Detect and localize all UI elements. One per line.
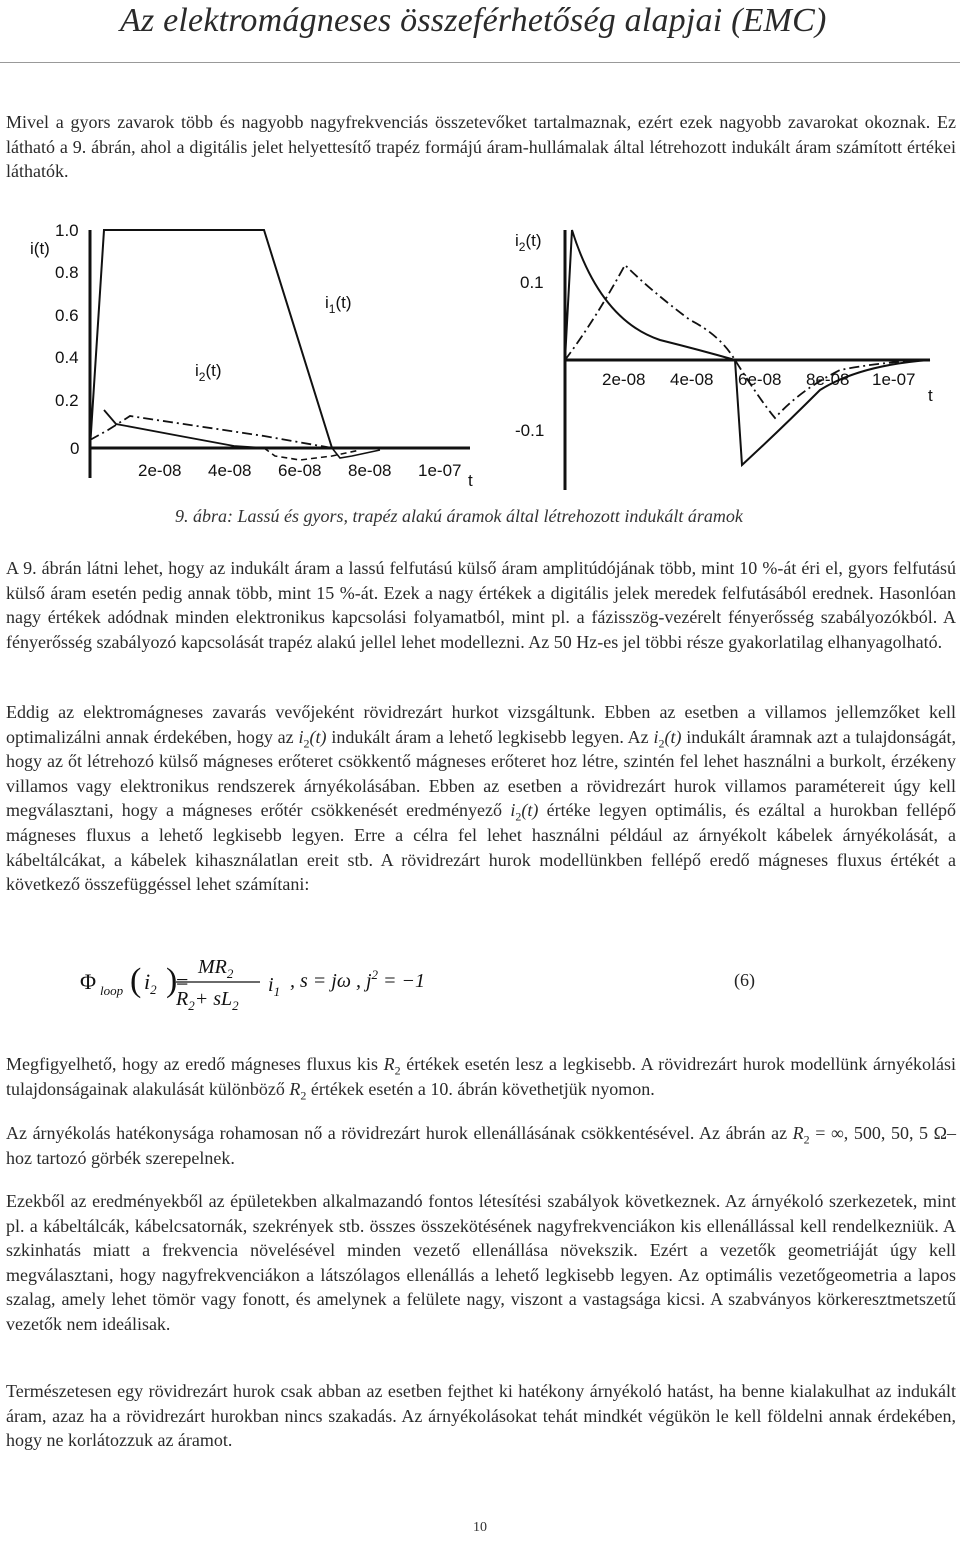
right-dashdot-curve (565, 265, 930, 418)
right-solid-curve (565, 230, 930, 465)
left-neg-dashed (264, 448, 360, 460)
eq-s-def: , s = jω , $j^2 = -1$ (290, 967, 426, 992)
eq-lparen: ( (130, 962, 142, 999)
left-ytick-0: 0 (70, 439, 80, 458)
left-ytick-08: 0.8 (55, 263, 79, 282)
page-header-title: Az elektromágneses összeférhetőség alapjai (EMC) (120, 2, 827, 39)
left-ytick-04: 0.4 (55, 348, 79, 367)
right-xtick-4e08: 4e-08 (670, 370, 714, 389)
left-i1-curve (90, 230, 332, 448)
right-ylabel: $i_2(t)$ (515, 231, 542, 254)
left-i2-dashdot (90, 416, 332, 448)
eq-rparen: ) (166, 962, 178, 999)
eq-i1: $i_1$ (268, 974, 281, 999)
paragraph-4: Megfigyelhető, hogy az eredő mágneses fluxus kis $R_2$ értékek esetén lesz a legkisebb. A rövidrezárt hurok modellünk árnyékolási tulajdonságainak alakulását különböző $R_2$ értékek esetén a 10. ábrán követhetjük nyomon. (6, 1054, 956, 1103)
left-xtick-6e08: 6e-08 (278, 461, 322, 480)
eq-phi: Φ (80, 969, 97, 994)
paragraph-6: Ezekből az eredményekből az épületekben alkalmazandó fontos létesítési szabályok következnek. Az árnyékoló szerkezetek, mint pl. a kábeltálcák, kábelcsatornák, szekrények stb. összes összekötésének nagyfrekvenciákon kis ellenállással kell rendelkezniük. A szkinhatás miatt a frekvencia növelésével minden vezető ellenállása növekszik. Ezért a vezetők geometriáját úgy kell megválasztani, hogy nagyfrekvenciákon a látszólagos ellenállás a lehető legkisebb legyen. Az optimális vezetőgeometria a lapos szalag, amely lehet tömör vagy fonott, és amelynek a felülete nagy, viszont a vastagsága kicsi. A szabványos körkeresztmetszetű vezetők nem ideálisak. (6, 1191, 956, 1334)
left-xtick-2e08: 2e-08 (138, 461, 182, 480)
right-xtick-2e08: 2e-08 (602, 370, 646, 389)
page-number: 10 (473, 1520, 487, 1535)
eq-equals: = (176, 969, 189, 994)
eq-i2: $i_2$ (144, 969, 157, 997)
right-ytick-m01: -0.1 (515, 421, 545, 440)
paragraph-7: Természetesen egy rövidrezárt hurok csak abban az esetben fejthet ki hatékony árnyékoló hatást, ha benne kialakulhat az indukált áram, azaz ha a rövidrezárt hurokban nincs szakadás. Az árnyékolásokat tehát mindkét végükön le kell földelni annak érdekében, hogy ne korlátozzuk az áramot. (6, 1381, 956, 1451)
left-i1-label: $i_1(t)$ (325, 293, 352, 316)
eq-denominator: $R_2+ sL_2$ (176, 988, 239, 1013)
right-xtick-6e08: 6e-08 (738, 370, 782, 389)
equation-number: (6) (734, 970, 755, 990)
right-ytick-01: 0.1 (520, 273, 544, 292)
paragraph-3: Eddig az elektromágneses zavarás vevőjeként rövidrezárt hurkot vizsgáltunk. Ebben az esetben a villamos jellemzőket kell optimalizálni annak érdekében, hogy az $i_2(t)$ indukált áram a lehető legkisebb legyen. Az $i_2(t)$ indukált áramnak azt a tulajdonságát, hogy az őt létrehozó külső mágneses erőteret csökkentő mágneses erőteret hoz létre, szintén fel lehet használni a burkolt, érzékeny villamos vagy elektronikus rendszerek árnyékolásában. Ebben az esetben a rövidrezárt hurok villamos paramétereit úgy kell megválasztani, hogy a mágneses erőtér csökkenését eredményező $i_2(t)$ értéke legyen optimális, és ezáltal a hurokban fellépő mágneses fluxus a lehető legkisebb legyen. Erre a célra fel lehet használni például az árnyékolt kábelek árnyékolását, a kábeltálcákat, a kábelek kihasználatlan ereit stb. A rövidrezárt hurok modellünkben fellépő eredő mágneses fluxus értékét a következő összefüggéssel lehet számítani: (6, 702, 956, 895)
left-i2-label: $i_2(t)$ (195, 361, 222, 384)
left-xtick-8e08: 8e-08 (348, 461, 392, 480)
left-ytick-02: 0.2 (55, 391, 79, 410)
right-xtick-8e08: 8e-08 (806, 370, 850, 389)
left-plot (30, 221, 473, 490)
left-xtick-1e07: 1e-07 (418, 461, 462, 480)
paragraph-5: Az árnyékolás hatékonysága rohamosan nő a rövidrezárt hurok ellenállásának csökkentésével. Az ábrán az $R_2$ = ∞, 500, 50, 5 Ω–hoz tartozó görbék szerepelnek. (6, 1123, 956, 1168)
left-xtick-4e08: 4e-08 (208, 461, 252, 480)
figure-caption: 9. ábra: Lassú és gyors, trapéz alakú áramok által létrehozott indukált áramok (175, 506, 743, 526)
left-ytick-06: 0.6 (55, 306, 79, 325)
right-plot (515, 230, 933, 490)
header-rule (0, 62, 960, 63)
right-xlabel: t (928, 386, 933, 405)
paragraph-1: Mivel a gyors zavarok több és nagyobb nagyfrekvenciás összetevőket tartalmaznak, ezért ezek nagyobb zavarokat okoznak. Ez látható a 9. ábrán, ahol a digitális jelet helyettesítő trapéz formájú áram-hullámalak által létrehozott indukált áram számított értékei láthatók. (6, 112, 956, 182)
paragraph-2: A 9. ábrán látni lehet, hogy az indukált áram a lassú felfutású külső áram amplitúdójának több, mint 10 %-át éri el, gyors felfutású külső áram esetén pedig annak több, mint 15 %-át. Ezek a nagy értékek a digitális jelek meredek felfutásából erednek. Hasonlóan nagy értékek adódnak minden elektronikus kapcsolási folyamatból, mint pl. a fázisszög-vezérelt fényerősség szabályozókból. A fényerősség szabályozó kapcsolását trapéz alakú jellel lehet modellezni. Az 50 Hz-es jel többi része gyakorlatilag elhanyagolható. (6, 558, 956, 652)
figure-9 (0, 210, 960, 500)
equation-6 (80, 955, 780, 1015)
eq-numerator: $MR_2$ (198, 956, 234, 981)
right-xtick-1e07: 1e-07 (872, 370, 916, 389)
left-ylabel: i(t) (30, 239, 50, 258)
left-ytick-1: 1.0 (55, 221, 79, 240)
eq-loop: loop (100, 983, 124, 998)
left-xlabel: t (468, 471, 473, 490)
left-i2-solid (104, 410, 264, 448)
